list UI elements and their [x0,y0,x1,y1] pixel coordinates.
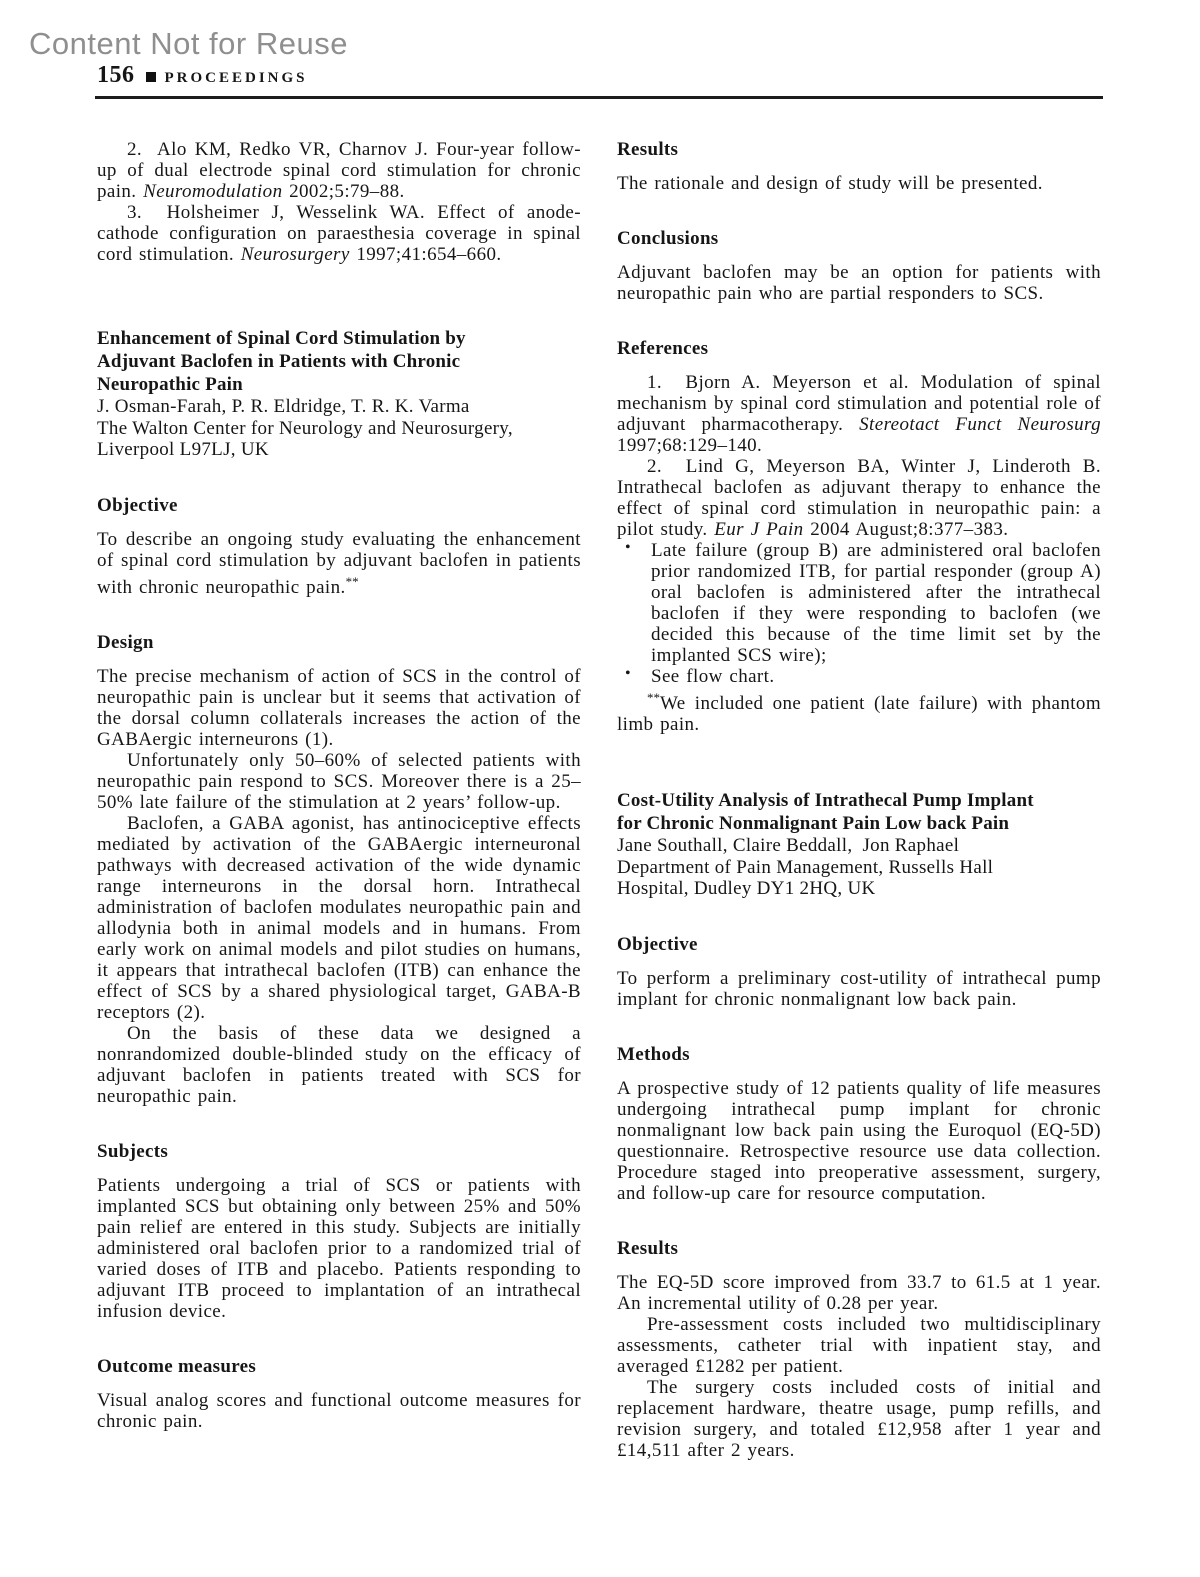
objective-paragraph: To perform a preliminary cost-utility of intrathecal pump implant for chronic nonmalignant low back pain. [617,967,1101,1010]
outcome-paragraph: Visual analog scores and functional outcome measures for chronic pain. [97,1389,581,1432]
page-header [97,62,1103,89]
conclusions-paragraph: Adjuvant baclofen may be an option for patients with neuropathic pain who are partial responders to SCS. [617,262,1101,304]
design-paragraph: On the basis of these data we designed a nonrandomized double-blinded study on the efficacy of adjuvant baclofen in patients treated with SCS for neuropathic pain. [97,1022,581,1107]
reference-item [97,139,581,202]
results-paragraph: The surgery costs included costs of initial and replacement hardware, theatre usage, pump refills, and revision surgery, and totaled £12,958 after 1 year and £14,511 after 2 years. [617,1376,1101,1461]
results-paragraph: The rationale and design of study will be presented. [617,173,1043,194]
objective-paragraph [97,529,581,598]
reference-text: 1. Bjorn A. Meyerson et al. Modulation of spinal mechanism by spinal cord stimulation and potential role of adjuvant pharmacotherapy. [617,372,1101,435]
journal-name: Eur J Pain [714,519,804,540]
article-authors: Jane Southall, Claire Beddall, Jon Raphael [617,835,960,856]
bullet-text: Late failure (group B) are administered oral baclofen prior randomized ITB, for partial responder (group A) oral baclofen is administered after the intrathecal baclofen if they were responding to baclofen (we decided this because of the time limit set by the implanted SCS wire); [651,540,1101,666]
section-heading-objective: Objective [97,494,178,516]
section-heading-design: Design [97,631,154,653]
article-affiliation-line: Liverpool L97LJ, UK [97,439,269,460]
reference-item [617,456,1101,540]
header-rule [95,96,1103,99]
journal-name: Stereotact Funct Neurosurg [859,414,1102,435]
title-line: Enhancement of Spinal Cord Stimulation by [97,328,466,349]
bullet-item [617,666,1101,687]
section-heading-objective: Objective [617,933,698,955]
footnote-marker: ** [647,690,660,705]
section-heading-results: Results [617,1237,679,1259]
bullet-icon: • [625,665,631,682]
bullet-item [617,540,1101,666]
footnote-marker: ** [345,573,359,589]
objective-text: To describe an ongoing study evaluating the enhancement of spinal cord stimulation by adjuvant baclofen in patients with chronic neuropathic pain. [97,528,581,598]
right-column [617,139,1101,1461]
section-label: PROCEEDINGS [164,70,308,86]
article-title [617,789,1101,835]
design-paragraph: Unfortunately only 50–60% of selected patients with neuropathic pain respond to SCS. Moreover there is a 25–50% late failure of the stimulation at 2 years’ follow-up. [97,749,581,813]
article-affiliation-line: Hospital, Dudley DY1 2HQ, UK [617,878,876,899]
reference-tail: 1997;41:654–660. [349,244,502,265]
subjects-paragraph: Patients undergoing a trial of SCS or patients with implanted SCS but obtaining only between 25% and 50% pain relief are entered in this study. Subjects are initially administered oral baclofen prior to a randomized trial of varied doses of ITB and placebo. Patients responding to adjuvant ITB proceed to implantation of an intrathecal infusion device. [97,1174,581,1322]
methods-paragraph: A prospective study of 12 patients quality of life measures undergoing intrathecal pump implant for chronic nonmalignant low back pain using the Euroquol (EQ-5D) questionnaire. Retrospective resource use data collection. Procedure staged into preoperative assessment, surgery, and follow-up care for resource computation. [617,1077,1101,1204]
reference-text: 2. Alo KM, Redko VR, Charnov J. Four-year follow-up of dual electrode spinal cord stimulation for chronic pain. [97,139,581,202]
article-affiliation-line: The Walton Center for Neurology and Neurosurgery, [97,417,513,439]
section-heading-results: Results [617,139,679,160]
reference-item [617,372,1101,456]
results-paragraph: The EQ-5D score improved from 33.7 to 61.5 at 1 year. An incremental utility of 0.28 per year. [617,1271,1101,1314]
footnote-text: We included one patient (late failure) with phantom limb pain. [617,693,1101,735]
reference-item [97,202,581,265]
bullet-text: See flow chart. [651,666,775,687]
title-line: Adjuvant Baclofen in Patients with Chronic [97,351,461,372]
reference-tail: 1997;68:129–140. [617,435,763,456]
reference-text: 3. Holsheimer J, Wesselink WA. Effect of anode-cathode configuration on paraesthesia coverage in spinal cord stimulation. [97,202,581,265]
left-column [97,139,581,1432]
section-heading-subjects: Subjects [97,1140,169,1162]
title-line: for Chronic Nonmalignant Pain Low back Pain [617,813,1010,834]
article-authors: J. Osman-Farah, P. R. Eldridge, T. R. K. Varma [97,396,470,417]
section-heading-references: References [617,338,709,359]
section-heading-methods: Methods [617,1043,690,1065]
watermark-text: Content Not for Reuse [29,26,348,61]
results-paragraph: Pre-assessment costs included two multidisciplinary assessments, catheter trial with inpatient stay, and averaged £1282 per patient. [617,1313,1101,1377]
design-paragraph: The precise mechanism of action of SCS in the control of neuropathic pain is unclear but it seems that activation of the dorsal column collaterals increases the action of the GABAergic interneurons (1). [97,665,581,750]
reference-text: 2. Lind G, Meyerson BA, Winter J, Linderoth B. Intrathecal baclofen as adjuvant therapy to enhance the effect of spinal cord stimulation in neuropathic pain: a pilot study. [617,456,1101,540]
article-affiliation-line: Department of Pain Management, Russells Hall [617,856,994,878]
bullet-icon: • [625,539,631,556]
reference-tail: 2002;5:79–88. [282,181,405,202]
journal-name: Neurosurgery [240,244,350,265]
reference-tail: 2004 August;8:377–383. [803,519,1009,540]
design-paragraph: Baclofen, a GABA agonist, has antinociceptive effects mediated by activation of the GABAergic interneuronal pathways with decreased activation of the wide dynamic range interneurons in the dorsal horn. Intrathecal administration of baclofen modulates neuropathic pain and allodynia both in animal models and in humans. From early work on animal models and pilot studies on humans, it appears that intrathecal baclofen (ITB) can enhance the effect of SCS by a shared physiological target, GABA-B receptors (2). [97,812,581,1023]
page-number: 156 [97,62,135,88]
section-heading-conclusions: Conclusions [617,228,719,249]
square-separator-icon [146,72,156,82]
article-title [97,327,581,396]
title-line: Cost-Utility Analysis of Intrathecal Pump Implant [617,790,1034,811]
footnote [617,687,1101,735]
section-heading-outcome-measures: Outcome measures [97,1355,257,1377]
journal-name: Neuromodulation [143,181,283,202]
title-line: Neuropathic Pain [97,374,243,395]
